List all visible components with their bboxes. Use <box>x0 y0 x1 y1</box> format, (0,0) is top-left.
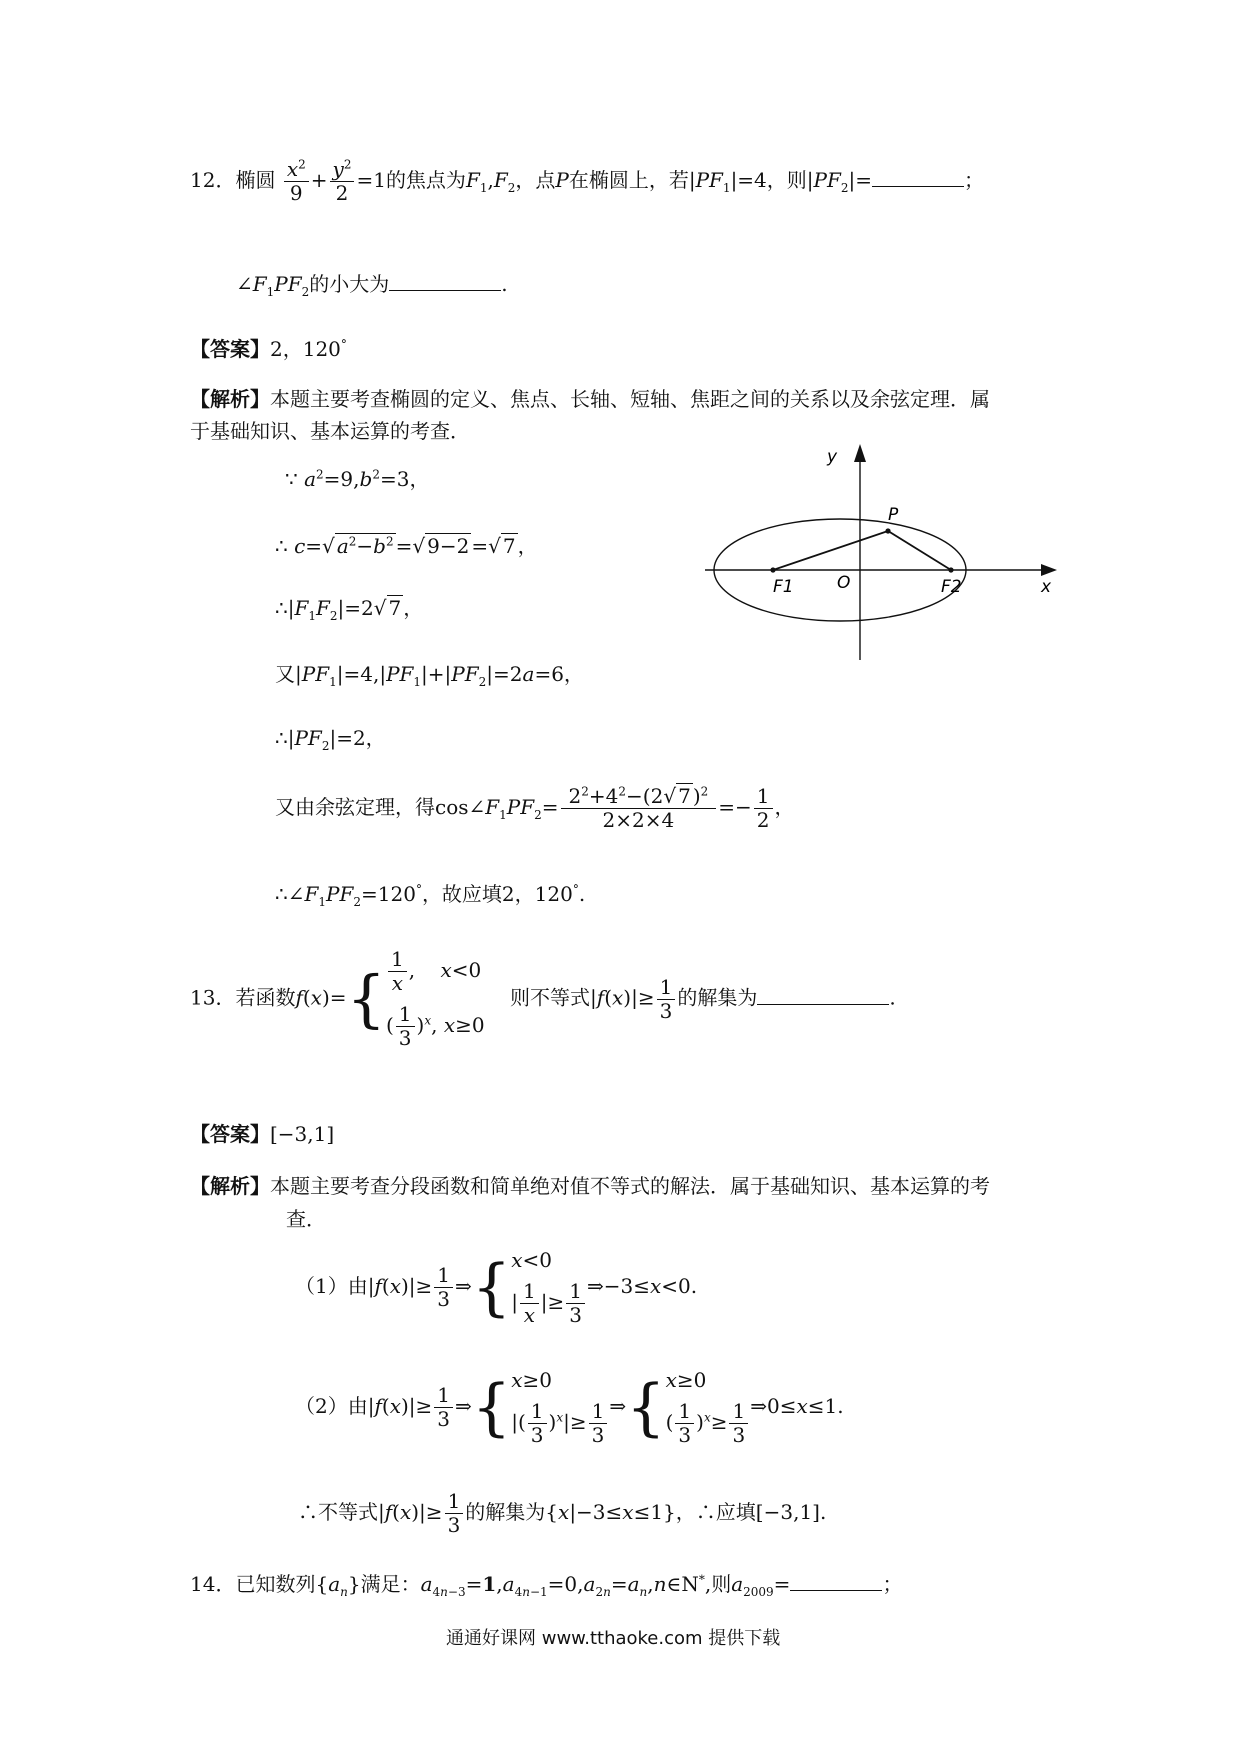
fraction: $\frac{1}{2}$ <box>754 785 773 832</box>
answer-blank <box>872 186 964 187</box>
figure-axes <box>705 444 1057 660</box>
fraction: $\frac{y^2}{2}$ <box>330 158 355 205</box>
analysis-13: 【解析】本题主要考查分段函数和简单绝对值不等式的解法．属于基础知识、基本运算的考 <box>190 1174 990 1198</box>
question-12-line-2: $\angle F_1PF_2$的小大为 . <box>236 272 508 299</box>
conclusion-13: ∴不等式|f(x)|≥ $\frac{1}{3}$ 的解集为{x|−3≤x≤1}，∴应填[−3,1]. <box>298 1489 827 1537</box>
page-footer: 通通好课网 www.tthaoke.com 提供下载 <box>446 1628 781 1649</box>
step-1: ∵ $a^2=9,b^2=3$， <box>285 467 430 491</box>
piecewise-definition: $\frac{1}{x}$ , x<0 ( $\frac{1}{3}$ )$^x$, x≥0 <box>385 947 485 1050</box>
answer-label: 【答案】 <box>190 1122 270 1146</box>
axis-y-label: y <box>827 447 838 467</box>
question-14: 14．已知数列$\{a_n\}$满足：$a_{4n-3}=1,a_{4n-1}=0,a_{2n}=a_n,n\in N^*$,则$a_{2009}=$ ； <box>190 1572 903 1599</box>
fraction: $\frac{x^2}{9}$ <box>284 158 309 205</box>
step-4: 又$|PF_1|=4,|PF_1|+|PF_2|=2a=6$， <box>275 662 584 689</box>
axis-x-label: x <box>1041 577 1052 597</box>
point-p-label: P <box>888 505 899 525</box>
focal-segments <box>770 528 953 572</box>
ellipse-figure <box>705 440 1070 665</box>
question-number: 12． <box>190 168 236 192</box>
answer-13: 【答案】[−3,1] <box>190 1122 335 1146</box>
fraction: $\frac{2^2+4^2-(2√ 7 )^2}{2\times 2\times 4}$ <box>561 785 717 832</box>
answer-blank <box>790 1590 882 1591</box>
question-13: 13．若函数f(x)={ $\frac{1}{x}$ , x<0 ( $\frac{1}{3}$ )$^x$, x≥0 则不等式|f(x)|≥ $\frac{1}{3}$ 的解集为 . <box>190 947 896 1050</box>
answer-blank <box>757 1004 889 1005</box>
focus-1-label: F1 <box>773 577 794 597</box>
analysis-label: 【解析】 <box>190 1174 270 1198</box>
analysis-label: 【解析】 <box>190 387 270 411</box>
step-5: $\therefore|PF_2|=2$， <box>275 726 386 753</box>
question-number: 14． <box>190 1572 236 1596</box>
step-2: ∴ c=√ $a^2-b^2$ =√ 9−2 =√ 7 ， <box>275 534 538 558</box>
focus-2-label: F2 <box>941 577 962 597</box>
answer-blank <box>389 290 501 291</box>
analysis-12: 【解析】本题主要考查椭圆的定义、焦点、长轴、短轴、焦距之间的关系以及余弦定理．属 <box>190 387 990 411</box>
case-1: （1）由|f(x)|≥ $\frac{1}{3}$ ⇒{ x<0 | $\frac{1}{x}$ |≥ $\frac{1}{3}$ ⇒−3≤x<0. <box>295 1248 698 1327</box>
answer-label: 【答案】 <box>190 337 270 361</box>
origin-label: O <box>837 573 851 593</box>
step-7: $\therefore\angle F_1PF_2=120^\circ$，故应填2，120°. <box>275 882 586 909</box>
question-number: 13． <box>190 985 236 1010</box>
step-3: $\therefore|F_1F_2|=2√$ 7 ， <box>275 596 424 623</box>
answer-12: 【答案】2，120° <box>190 337 347 361</box>
step-6: 又由余弦定理，得$\cos\angle F_1PF_2=$ $\frac{2^2+4^2-(2√ 7 )^2}{2\times 2\times 4}$ =− $\frac{1}{2}$ ， <box>275 784 795 832</box>
case-2: （2）由|f(x)|≥ $\frac{1}{3}$ ⇒{ x≥0 |( $\frac{1}{3}$ )$^x$|≥ $\frac{1}{3}$ ⇒{ x≥0 ( $\frac{1}{3}$ )$^x$≥ $\frac{1}{3}$ ⇒0≤x≤1. <box>295 1368 844 1447</box>
question-12: 12．椭圆 $\frac{x^2}{9}$ + $\frac{y^2}{2}$ =1的焦点为$F_1,F_2$，点P在椭圆上，若$|PF_1|=4$，则$|PF_2|=$ ； <box>190 157 985 205</box>
